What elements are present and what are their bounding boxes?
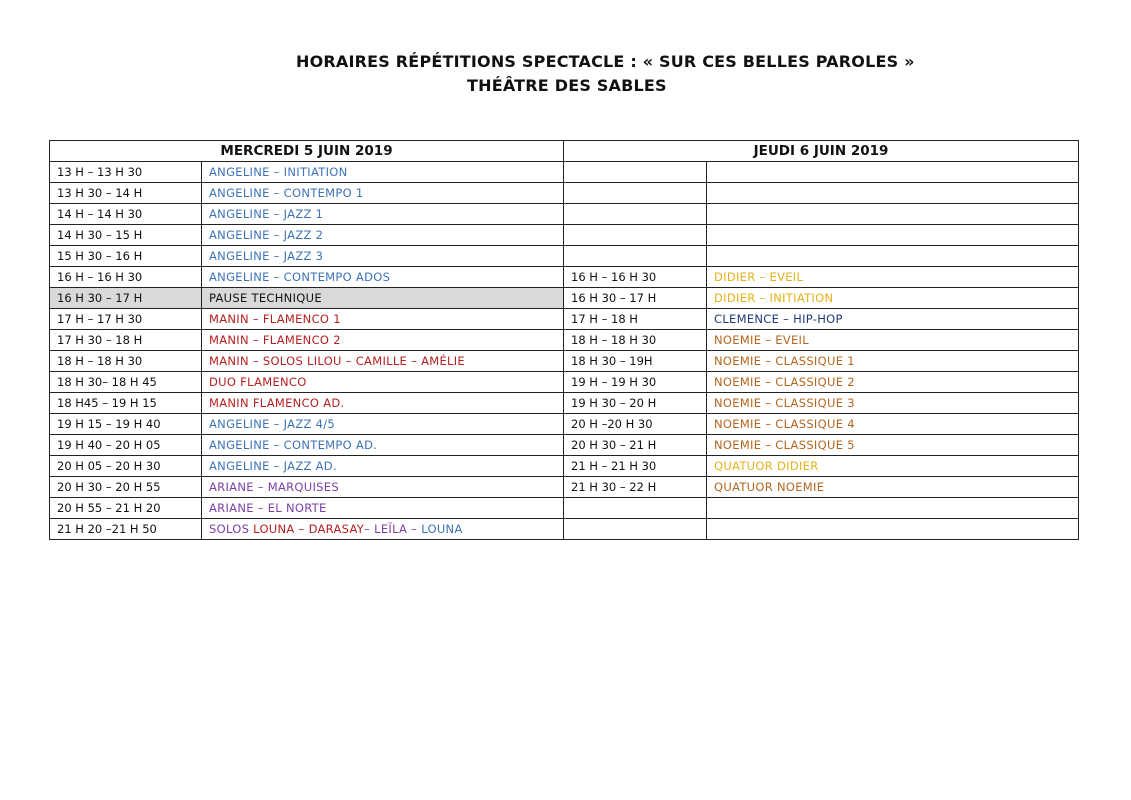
- activity-cell: NOEMIE – CLASSIQUE 3: [707, 393, 1079, 414]
- time-cell: 18 H 30 – 19H: [564, 351, 707, 372]
- activity-cell: NOEMIE – CLASSIQUE 4: [707, 414, 1079, 435]
- time-cell: 21 H 20 –21 H 50: [50, 519, 202, 540]
- day-header-wednesday: MERCREDI 5 JUIN 2019: [50, 141, 564, 162]
- time-cell: 17 H – 18 H: [564, 309, 707, 330]
- activity-cell: ANGELINE – CONTEMPO ADOS: [202, 267, 564, 288]
- time-cell: 16 H 30 – 17 H: [564, 288, 707, 309]
- table-row: [50, 372, 1079, 393]
- activity-cell: [707, 498, 1079, 519]
- table-row: [50, 204, 1079, 225]
- time-cell: 20 H –20 H 30: [564, 414, 707, 435]
- table-row: [50, 477, 1079, 498]
- time-cell: 14 H – 14 H 30: [50, 204, 202, 225]
- activity-cell: [707, 162, 1079, 183]
- time-cell: 16 H 30 – 17 H: [50, 288, 202, 309]
- table-row: [50, 183, 1079, 204]
- activity-cell: ANGELINE – JAZZ 2: [202, 225, 564, 246]
- time-cell: 15 H 30 – 16 H: [50, 246, 202, 267]
- time-cell: 20 H 30 – 21 H: [564, 435, 707, 456]
- table-header-row: [50, 141, 1079, 162]
- activity-cell: ARIANE – EL NORTE: [202, 498, 564, 519]
- time-cell: 20 H 05 – 20 H 30: [50, 456, 202, 477]
- time-cell: 18 H45 – 19 H 15: [50, 393, 202, 414]
- schedule-table: [49, 140, 1079, 540]
- table-row: [50, 435, 1079, 456]
- activity-cell: MANIN FLAMENCO AD.: [202, 393, 564, 414]
- table-row: [50, 456, 1079, 477]
- table-row: [50, 267, 1079, 288]
- activity-cell: [707, 246, 1079, 267]
- time-cell: 13 H – 13 H 30: [50, 162, 202, 183]
- activity-cell: ANGELINE – INITIATION: [202, 162, 564, 183]
- time-cell: 18 H – 18 H 30: [564, 330, 707, 351]
- table-row: [50, 288, 1079, 309]
- table-row: [50, 309, 1079, 330]
- time-cell: 16 H – 16 H 30: [50, 267, 202, 288]
- time-cell: 21 H 30 – 22 H: [564, 477, 707, 498]
- table-row: [50, 246, 1079, 267]
- table-row: [50, 225, 1079, 246]
- segment-louna-2: LOUNA: [421, 522, 463, 536]
- time-cell: [564, 246, 707, 267]
- time-cell: [564, 519, 707, 540]
- activity-cell: NOEMIE – CLASSIQUE 1: [707, 351, 1079, 372]
- activity-cell: PAUSE TECHNIQUE: [202, 288, 564, 309]
- activity-cell: ARIANE – MARQUISES: [202, 477, 564, 498]
- table-row: [50, 393, 1079, 414]
- table-row: [50, 498, 1079, 519]
- segment-dash: –: [364, 522, 375, 536]
- time-cell: 19 H 15 – 19 H 40: [50, 414, 202, 435]
- time-cell: [564, 498, 707, 519]
- activity-cell: MANIN – FLAMENCO 1: [202, 309, 564, 330]
- time-cell: 14 H 30 – 15 H: [50, 225, 202, 246]
- table-row: [50, 162, 1079, 183]
- page-title: HORAIRES RÉPÉTITIONS SPECTACLE : « SUR CES BELLES PAROLES »: [296, 52, 915, 71]
- time-cell: 19 H – 19 H 30: [564, 372, 707, 393]
- segment-louna: LOUNA: [253, 522, 295, 536]
- activity-cell: NOEMIE – CLASSIQUE 5: [707, 435, 1079, 456]
- table-row: [50, 330, 1079, 351]
- activity-cell: [202, 519, 564, 540]
- time-cell: 20 H 30 – 20 H 55: [50, 477, 202, 498]
- segment-leila: LEÏLA: [374, 522, 408, 536]
- time-cell: 17 H 30 – 18 H: [50, 330, 202, 351]
- activity-cell: NOEMIE – CLASSIQUE 2: [707, 372, 1079, 393]
- activity-cell: [707, 183, 1079, 204]
- time-cell: 19 H 40 – 20 H 05: [50, 435, 202, 456]
- time-cell: [564, 183, 707, 204]
- activity-cell: DIDIER – EVEIL: [707, 267, 1079, 288]
- activity-cell: [707, 225, 1079, 246]
- time-cell: 21 H – 21 H 30: [564, 456, 707, 477]
- segment-dash: –: [294, 522, 309, 536]
- activity-cell: CLEMENCE – HIP-HOP: [707, 309, 1079, 330]
- activity-cell: MANIN – SOLOS LILOU – CAMILLE – AMÉLIE: [202, 351, 564, 372]
- table-row: [50, 519, 1079, 540]
- activity-cell: MANIN – FLAMENCO 2: [202, 330, 564, 351]
- activity-cell: ANGELINE – JAZZ AD.: [202, 456, 564, 477]
- time-cell: 17 H – 17 H 30: [50, 309, 202, 330]
- activity-cell: ANGELINE – CONTEMPO AD.: [202, 435, 564, 456]
- activity-cell: NOEMIE – EVEIL: [707, 330, 1079, 351]
- time-cell: 19 H 30 – 20 H: [564, 393, 707, 414]
- time-cell: 13 H 30 – 14 H: [50, 183, 202, 204]
- activity-cell: ANGELINE – JAZZ 4/5: [202, 414, 564, 435]
- time-cell: 16 H – 16 H 30: [564, 267, 707, 288]
- day-header-thursday: JEUDI 6 JUIN 2019: [564, 141, 1079, 162]
- activity-cell: DIDIER – INITIATION: [707, 288, 1079, 309]
- activity-cell: ANGELINE – JAZZ 3: [202, 246, 564, 267]
- activity-cell: QUATUOR NOEMIE: [707, 477, 1079, 498]
- activity-cell: [707, 519, 1079, 540]
- table-row: [50, 414, 1079, 435]
- segment-dash: –: [407, 522, 422, 536]
- time-cell: 18 H – 18 H 30: [50, 351, 202, 372]
- time-cell: [564, 204, 707, 225]
- activity-cell: QUATUOR DIDIER: [707, 456, 1079, 477]
- activity-cell: [707, 204, 1079, 225]
- time-cell: 20 H 55 – 21 H 20: [50, 498, 202, 519]
- time-cell: [564, 162, 707, 183]
- activity-cell: ANGELINE – CONTEMPO 1: [202, 183, 564, 204]
- table-row: [50, 351, 1079, 372]
- time-cell: 18 H 30– 18 H 45: [50, 372, 202, 393]
- activity-cell: ANGELINE – JAZZ 1: [202, 204, 564, 225]
- segment-solos: SOLOS: [209, 522, 254, 536]
- activity-cell: DUO FLAMENCO: [202, 372, 564, 393]
- page-subtitle: THÉÂTRE DES SABLES: [467, 76, 667, 95]
- segment-darasay: DARASAY: [308, 522, 365, 536]
- time-cell: [564, 225, 707, 246]
